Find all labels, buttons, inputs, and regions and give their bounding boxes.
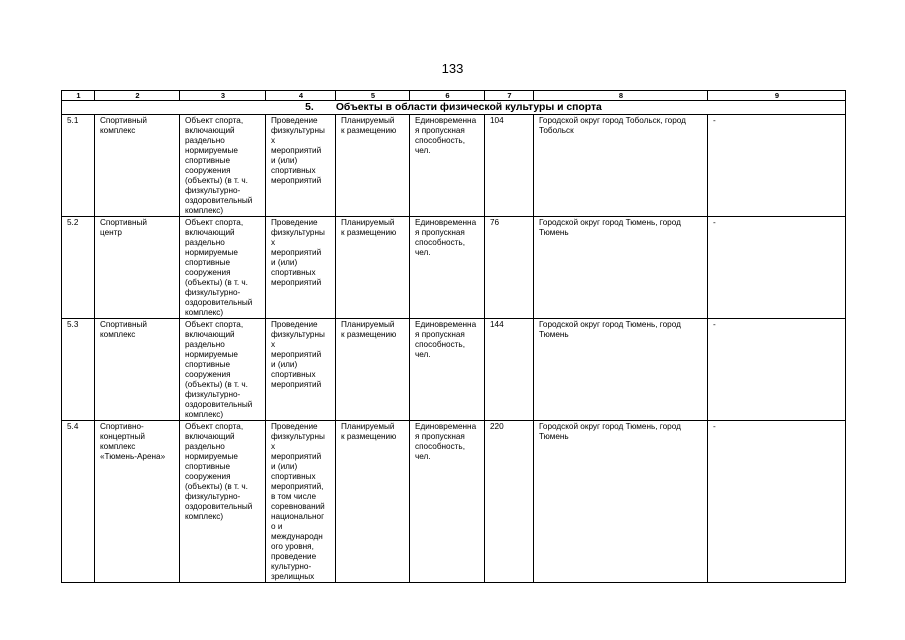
object-value: 104 (490, 116, 504, 125)
object-status: Планируемый к размещению (341, 218, 397, 237)
object-zones: - (713, 116, 716, 125)
object-characteristic: Единовременна я пропускная способность, чел. (415, 218, 477, 257)
object-zones: - (713, 218, 716, 227)
object-characteristic: Единовременна я пропускная способность, чел. (415, 116, 477, 155)
object-purpose: Проведение физкультурны х мероприятий и (или) спортивных мероприятий, в том числе соревнований национальног о и международн ого уровня, проведение культурно- зрелищных (271, 422, 325, 581)
object-location: Городской округ город Тобольск, город Тобольск (539, 116, 686, 135)
object-zones: - (713, 422, 716, 431)
row-number: 5.2 (67, 218, 79, 227)
object-name: Спортивный комплекс (100, 320, 147, 339)
row-number: 5.4 (67, 422, 79, 431)
object-status: Планируемый к размещению (341, 116, 397, 135)
column-number: 7 (485, 91, 534, 101)
object-name: Спортивно- концертный комплекс «Тюмень-Арена» (100, 422, 166, 461)
table-row (62, 421, 846, 583)
object-purpose: Проведение физкультурны х мероприятий и (или) спортивных мероприятий (271, 218, 325, 287)
row-number: 5.3 (67, 320, 79, 329)
object-type: Объект спорта, включающий раздельно нормируемые спортивные сооружения (объекты) (в т. ч. физкультурно- оздоровительный комплекс) (185, 320, 253, 419)
column-number: 6 (410, 91, 485, 101)
object-status: Планируемый к размещению (341, 320, 397, 339)
section-title: Объекты в области физической культуры и спорта (335, 102, 602, 113)
page-number: 133 (441, 61, 464, 76)
object-name: Спортивный центр (100, 218, 147, 237)
section-number: 5. (305, 102, 314, 113)
column-number: 2 (95, 91, 180, 101)
row-number: 5.1 (67, 116, 79, 125)
object-type: Объект спорта, включающий раздельно нормируемые спортивные сооружения (объекты) (в т. ч. физкультурно- оздоровительный комплекс) (185, 116, 253, 215)
table-row (62, 217, 846, 319)
section-heading-row (62, 101, 846, 115)
object-characteristic: Единовременна я пропускная способность, чел. (415, 320, 477, 359)
column-number: 5 (336, 91, 410, 101)
object-value: 144 (490, 320, 504, 329)
section-heading (62, 101, 846, 115)
object-status: Планируемый к размещению (341, 422, 397, 441)
object-location: Городской округ город Тюмень, город Тюмень (539, 218, 681, 237)
object-location: Городской округ город Тюмень, город Тюмень (539, 320, 681, 339)
table-row (62, 319, 846, 421)
object-type: Объект спорта, включающий раздельно нормируемые спортивные сооружения (объекты) (в т. ч. физкультурно- оздоровительный комплекс) (185, 218, 253, 317)
column-number: 3 (180, 91, 266, 101)
column-number-row (62, 91, 846, 101)
object-value: 76 (490, 218, 500, 227)
table-row (62, 115, 846, 217)
object-purpose: Проведение физкультурны х мероприятий и (или) спортивных мероприятий (271, 320, 325, 389)
object-location: Городской округ город Тюмень, город Тюмень (539, 422, 681, 441)
objects-table (61, 90, 846, 583)
object-purpose: Проведение физкультурны х мероприятий и (или) спортивных мероприятий (271, 116, 325, 185)
column-number: 9 (708, 91, 846, 101)
column-number: 1 (62, 91, 95, 101)
column-number: 4 (266, 91, 336, 101)
column-number: 8 (534, 91, 708, 101)
object-type: Объект спорта, включающий раздельно нормируемые спортивные сооружения (объекты) (в т. ч. физкультурно- оздоровительный комплекс) (185, 422, 253, 521)
object-name: Спортивный комплекс (100, 116, 147, 135)
object-zones: - (713, 320, 716, 329)
object-characteristic: Единовременна я пропускная способность, чел. (415, 422, 477, 461)
object-value: 220 (490, 422, 504, 431)
